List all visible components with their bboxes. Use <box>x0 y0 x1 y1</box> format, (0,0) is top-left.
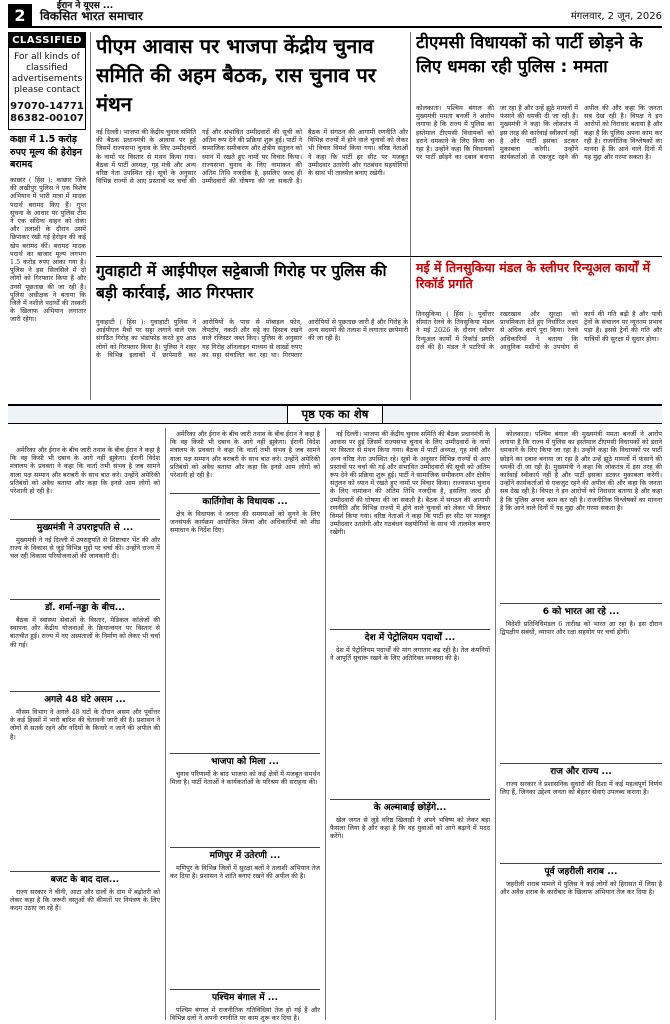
police-story-headline: गुवाहाटी में आईपीएल सट्टेबाजी गिरोह पर पुलिस की बड़ी कार्रवाई, आठ गिरफ्तार <box>96 262 387 302</box>
column-rule <box>410 258 411 400</box>
issue-date: मंगलवार, 2 जून, 2026 <box>570 11 662 22</box>
horizontal-rule <box>96 256 662 257</box>
continued-subhead: बजट के बाद दाल... <box>10 874 160 886</box>
classified-text: For all kinds of classified advertisements please contact <box>11 52 83 95</box>
continued-body: जहरीली शराब मामले में पुलिस ने कई लोगों को हिरासत में लिया है और अवैध शराब के कारोबार के खिलाफ अभियान तेज कर दिया है। <box>500 880 662 897</box>
continued-body: पश्चिम बंगाल में राजनीतिक गतिविधियां तेज हो गई हैं और विभिन्न दलों ने अपनी रणनीति पर काम शुरू कर दिया है। <box>170 1006 320 1022</box>
column-rule <box>410 32 411 256</box>
right-story-body: कोलकाता। पश्चिम बंगाल की मुख्यमंत्री ममता बनर्जी ने आरोप लगाया है कि राज्य में पुलिस का इस्तेमाल टीएमसी विधायकों को डराने धमकाने के लिए किया जा रहा है। उन्होंने कहा कि विधायकों पर पार्टी छोड़ने का दबाव बनाया जा रहा है और उन्हें झूठे मामलों में फंसाने की धमकी दी जा रही है। मुख्यमंत्री ने कहा कि लोकतंत्र में इस तरह की कार्रवाई स्वीकार्य नहीं है और पार्टी इसका डटकर मुकाबला करेगी। उन्होंने कार्यकर्ताओं से एकजुट रहने की अपील की और कहा कि जनता सब देख रही है। विपक्ष ने इन आरोपों को निराधार बताया है और कहा है कि पुलिस अपना काम कर रही है। राजनीतिक विश्लेषकों का मानना है कि आने वाले दिनों में यह मुद्दा और गरमा सकता है। <box>416 104 662 162</box>
continued-subhead: पश्चिम बंगाल में ... <box>170 992 320 1004</box>
continued-body: अमेरिका और ईरान के बीच जारी तनाव के बीच ईरान ने कहा है कि वह किसी भी दबाव के आगे नहीं झुकेगा। ईरानी विदेश मंत्रालय के प्रवक्ता ने कहा कि वार्ता तभी संभव है जब सामने वाला पक्ष सम्मान और बराबरी के साथ बात करे। उन्होंने अमेरिकी प्रतिबंधों को अवैध बताया और कहा कि इनसे आम लोगों को परेशानी हो रही है। <box>10 446 160 496</box>
classified-heading: CLASSIFIED <box>9 33 85 48</box>
left-story-headline: कक्षा में 1.5 करोड़ रुपए मूल्य की हेरोइन बरामद <box>10 134 82 170</box>
continued-subhead: डॉ. शर्मा-नड्डा के बीच... <box>10 602 160 614</box>
continued-subhead: भाजपा को मिला ... <box>170 756 320 768</box>
column-rule <box>495 428 496 1020</box>
continued-subhead: 6 को भारत आ रहे ... <box>500 606 662 618</box>
continued-body: विदेशी प्रतिनिधिमंडल 6 तारीख को भारत आ रहा है। इस दौरान द्विपक्षीय संबंधों, व्यापार और रक्षा सहयोग पर चर्चा होगी। <box>500 620 662 637</box>
continued-subhead: ईरान ने यूएस ... <box>10 0 160 12</box>
continued-subhead: पूर्व जहरीली शराब ... <box>500 866 662 878</box>
classified-phone: 97070-14771 <box>10 101 84 112</box>
continued-body: राज्य सरकार ने प्रशासनिक सुधारों की दिशा में कई महत्वपूर्ण निर्णय लिए हैं, जिनका उद्देश्य जनता को बेहतर सेवाएं उपलब्ध कराना है। <box>500 780 662 797</box>
column-rule <box>165 428 166 1020</box>
continued-subhead: अगले 48 घंटे असम ... <box>10 694 160 706</box>
continued-body: राज्य सरकार ने चीनी, आटा और दालों के दाम में बढ़ोतरी को लेकर कहा है कि जरूरी वस्तुओं की कीमतों पर नियंत्रण के लिए कदम उठाए जा रहे हैं। <box>10 888 160 913</box>
page-number: 2 <box>8 4 32 26</box>
rail-story-headline: मई में तिनसुकिया मंडल के स्लीपर रिन्यूअल कार्यों में रिकॉर्ड प्रगति <box>416 260 651 291</box>
continued-body: खेल जगत से जुड़े वरिष्ठ खिलाड़ी ने अपने भविष्य को लेकर बड़ा फैसला लिया है और कहा है कि वह युवाओं को आगे बढ़ाने में मदद करेंगे। <box>330 816 490 841</box>
left-story-body: काछार ( हिंस ): काछार जिले की लखीपुर पुलिस ने एक विशेष अभियान में भारी मात्रा में मादक पदार्थ बरामद किए हैं। गुप्त सूचना के आधार पर पुलिस टीम ने एक संदिग्ध वाहन को रोका और तलाशी के दौरान उसमें छिपाकर रखी गई हेरोइन की कई खेप बरामद कीं। बरामद मादक पदार्थ का बाजार मूल्य लगभग 1.5 करोड़ रुपए आंका गया है। पुलिस ने इस सिलसिले में दो लोगों को गिरफ्तार किया है और उनसे पूछताछ की जा रही है। पुलिस अधीक्षक ने बताया कि जिले में नशीले पदार्थों की तस्करी के खिलाफ अभियान लगातार जारी रहेगा। <box>10 176 86 324</box>
column-rule <box>325 428 326 1020</box>
classified-phone: 86382-00107 <box>10 113 84 124</box>
right-story-headline: टीएमसी विधायकों को पार्टी छोड़ने के लिए धमका रही पुलिस : ममता <box>416 33 643 77</box>
continued-body: देश में पेट्रोलियम पदार्थों की मांग लगातार बढ़ रही है। तेल कंपनियों ने आपूर्ति सुचारू रखने के लिए अतिरिक्त व्यवस्था की है। <box>330 646 490 663</box>
continued-body: अमेरिका और ईरान के बीच जारी तनाव के बीच ईरान ने कहा है कि वह किसी भी दबाव के आगे नहीं झुकेगा। ईरानी विदेश मंत्रालय के प्रवक्ता ने कहा कि वार्ता तभी संभव है जब सामने वाला पक्ष सम्मान और बराबरी के साथ बात करे। उन्होंने अमेरिकी प्रतिबंधों को अवैध बताया और कहा कि इनसे आम लोगों को परेशानी हो रही है। <box>170 430 320 480</box>
column-rule <box>90 32 91 400</box>
classified-box <box>8 32 86 130</box>
continued-subhead: राज और राज्य ... <box>500 766 662 778</box>
continued-section-heading <box>8 404 662 424</box>
rail-story-body: तिनसुकिया ( हिंस ): पूर्वोत्तर सीमांत रेलवे के तिनसुकिया मंडल ने मई 2026 के दौरान स्लीपर रिन्यूअल कार्यों में रिकॉर्ड प्रगति दर्ज की है। मंडल ने पटरियों के रखरखाव और सुरक्षा को प्राथमिकता देते हुए निर्धारित लक्ष्य से अधिक कार्य पूरा किया। रेलवे अधिकारियों ने बताया कि आधुनिक मशीनों के उपयोग से कार्य की गति बढ़ी है और यात्री ट्रेनों के संचालन पर न्यूनतम प्रभाव पड़ा है। इससे ट्रेनों की गति और यात्रियों की सुरक्षा में सुधार होगा। <box>416 310 662 351</box>
continued-body: चुनाव परिणामों के बाद भाजपा को कई क्षेत्रों में मजबूत समर्थन मिला है। पार्टी नेताओं ने कार्यकर्ताओं के परिश्रम की सराहना की। <box>170 770 320 787</box>
lead-story-body: नई दिल्ली। भाजपा की केंद्रीय चुनाव समिति की बैठक प्रधानमंत्री के आवास पर हुई जिसमें राज्यसभा चुनाव के लिए उम्मीदवारों के नामों पर विस्तार से मंथन किया गया। बैठक में पार्टी अध्यक्ष, गृह मंत्री और अन्य वरिष्ठ नेता उपस्थित रहे। सूत्रों के अनुसार विभिन्न राज्यों से आए प्रस्तावों पर चर्चा की गई और संभावित उम्मीदवारों की सूची को अंतिम रूप देने की प्रक्रिया शुरू हुई। पार्टी ने सामाजिक समीकरण और क्षेत्रीय संतुलन को ध्यान में रखते हुए नामों पर विचार किया। राज्यसभा चुनाव के लिए नामांकन की अंतिम तिथि नजदीक है, इसलिए जल्द ही उम्मीदवारों की घोषणा की जा सकती है। बैठक में संगठन की आगामी रणनीति और विभिन्न राज्यों में होने वाले चुनावों को लेकर भी विचार विमर्श किया गया। वरिष्ठ नेताओं ने कहा कि पार्टी हर सीट पर मजबूत उम्मीदवार उतारेगी और गठबंधन सहयोगियों के साथ भी तालमेल बनाए रखेगी। <box>96 128 408 186</box>
continued-subhead: देश में पेट्रोलियम पदार्थों ... <box>330 632 490 644</box>
continued-subhead: के अल्माबाई छोड़ेंगे... <box>330 802 490 814</box>
continued-subhead: मुख्यमंत्री ने उपराष्ट्रपति से ... <box>10 522 160 534</box>
continued-subhead: मणिपुर में उतेरणी ... <box>170 850 320 862</box>
continued-section-title: पृष्ठ एक का शेष <box>287 405 384 424</box>
continued-body: मणिपुर के विभिन्न जिलों में सुरक्षा बलों ने तलाशी अभियान तेज कर दिया है। प्रशासन ने शांति बनाए रखने की अपील की है। <box>170 864 320 881</box>
lead-story-headline: पीएम आवास पर भाजपा केंद्रीय चुनाव समिति की अहम बैठक, रास चुनाव पर मंथन <box>96 34 376 116</box>
continued-body: नई दिल्ली। भाजपा की केंद्रीय चुनाव समिति की बैठक प्रधानमंत्री के आवास पर हुई जिसमें राज्यसभा चुनाव के लिए उम्मीदवारों के नामों पर विस्तार से मंथन किया गया। बैठक में पार्टी अध्यक्ष, गृह मंत्री और अन्य वरिष्ठ नेता उपस्थित रहे। सूत्रों के अनुसार विभिन्न राज्यों से आए प्रस्तावों पर चर्चा की गई और संभावित उम्मीदवारों की सूची को अंतिम रूप देने की प्रक्रिया शुरू हुई। पार्टी ने सामाजिक समीकरण और क्षेत्रीय संतुलन को ध्यान में रखते हुए नामों पर विचार किया। राज्यसभा चुनाव के लिए नामांकन की अंतिम तिथि नजदीक है, इसलिए जल्द ही उम्मीदवारों की घोषणा की जा सकती है। बैठक में संगठन की आगामी रणनीति और विभिन्न राज्यों में होने वाले चुनावों को लेकर भी विचार विमर्श किया गया। वरिष्ठ नेताओं ने कहा कि पार्टी हर सीट पर मजबूत उम्मीदवार उतारेगी और गठबंधन सहयोगियों के साथ भी तालमेल बनाए रखेगी। <box>330 430 490 537</box>
continued-body: क्षेत्र के विधायक ने जनता की समस्याओं को सुनने के लिए जनसंपर्क कार्यक्रम आयोजित किया और अधिकारियों को शीघ्र समाधान के निर्देश दिए। <box>170 510 320 535</box>
continued-subhead: कार्तिगोवा के विधायक ... <box>170 496 320 508</box>
police-story-body: गुवाहाटी ( हिंस ): गुवाहाटी पुलिस ने आईपीएल मैचों पर सट्टा लगाने वाले एक संगठित गिरोह का भंडाफोड़ करते हुए आठ लोगों को गिरफ्तार किया है। पुलिस ने शहर के विभिन्न इलाकों में छापेमारी कर आरोपियों के पास से मोबाइल फोन, लैपटॉप, नकदी और सट्टे का हिसाब रखने वाले रजिस्टर जब्त किए। पुलिस के अनुसार यह गिरोह ऑनलाइन माध्यम से लाखों रुपए का सट्टा संचालित कर रहा था। गिरफ्तार आरोपियों से पूछताछ जारी है और गिरोह के अन्य सदस्यों की तलाश में लगातार छापेमारी की जा रही है। <box>96 318 408 359</box>
continued-body: कोलकाता। पश्चिम बंगाल की मुख्यमंत्री ममता बनर्जी ने आरोप लगाया है कि राज्य में पुलिस का इस्तेमाल टीएमसी विधायकों को डराने धमकाने के लिए किया जा रहा है। उन्होंने कहा कि विधायकों पर पार्टी छोड़ने का दबाव बनाया जा रहा है और उन्हें झूठे मामलों में फंसाने की धमकी दी जा रही है। मुख्यमंत्री ने कहा कि लोकतंत्र में इस तरह की कार्रवाई स्वीकार्य नहीं है और पार्टी इसका डटकर मुकाबला करेगी। उन्होंने कार्यकर्ताओं से एकजुट रहने की अपील की और कहा कि जनता सब देख रही है। विपक्ष ने इन आरोपों को निराधार बताया है और कहा है कि पुलिस अपना काम कर रही है। राजनीतिक विश्लेषकों का मानना है कि आने वाले दिनों में यह मुद्दा और गरमा सकता है। <box>500 430 662 512</box>
paper-name: विकसित भारत समाचार <box>40 8 143 23</box>
continued-body: बैठक में स्वास्थ्य सेवाओं के विस्तार, मेडिकल कॉलेजों की स्थापना और केंद्रीय योजनाओं के क्रियान्वयन पर विस्तार से बातचीत हुई। राज्य में नए अस्पतालों के निर्माण को लेकर भी चर्चा की गई। <box>10 616 160 649</box>
continued-body: मुख्यमंत्री ने नई दिल्ली में उपराष्ट्रपति से शिष्टाचार भेंट की और राज्य के विकास से जुड़े विभिन्न मुद्दों पर चर्चा की। उन्होंने राज्य में चल रही विकास परियोजनाओं की जानकारी दी। <box>10 536 160 561</box>
continued-body: मौसम विभाग ने अगले 48 घंटों के दौरान असम और पूर्वोत्तर के कई हिस्सों में भारी बारिश की चेतावनी जारी की है। प्रशासन ने लोगों से सतर्क रहने और नदियों के किनारे न जाने की अपील की है। <box>10 708 160 741</box>
